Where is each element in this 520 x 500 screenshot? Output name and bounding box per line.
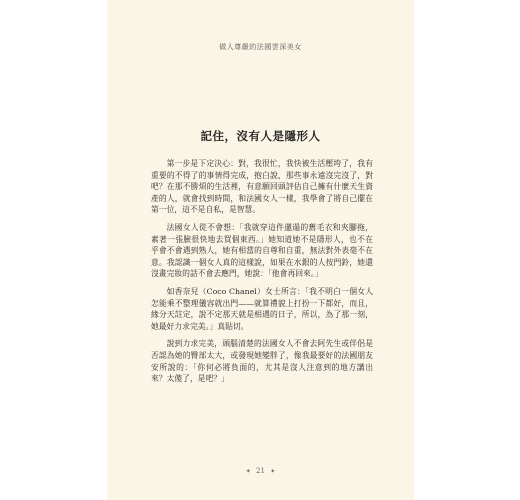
ornament-left-icon: ✦ <box>245 468 251 475</box>
ornament-right-icon: ✦ <box>270 468 276 475</box>
page-number-value: 21 <box>256 467 265 475</box>
paragraph-1: 第一步是下定決心：對，我很忙，我快被生活壓垮了，我有重要的不得了的事情得完成，抱白說，那些事永遠沒完沒了，對吧？在那不勝煩的生活裡，有意願回頭評估自己擁有什麼天生資產的人，就會找到時間，和法國女人一樣，我學會了將自己擺在第一位，這不是自私，是智慧。 <box>151 159 373 215</box>
chapter-title: 記住，沒有人是隱形人 <box>200 129 321 143</box>
paragraph-3: 如香奈兒（Coco Chanel）女士所言：「我不明白一個女人怎能乘不整理儀容就出門——就算禮貌上打扮一下都好，而且，緣分天註定，說不定那天就是相遇的日子，所以，為了那一刻，她最好力求完美。」真貼切。 <box>151 286 373 331</box>
paragraph-4: 說到力求完美，頭腦清楚的法國女人不會去阿先生或伴侶是否認為她的臀部太大，或發現她變胖了，像我最要好的法國朋友安所說的：「你何必將負面的，尤其是沒人注意到的地方講出來？太傻了，是吧？」 <box>151 339 373 384</box>
body-text <box>151 158 373 391</box>
book-page <box>107 0 414 500</box>
page-number <box>107 467 414 475</box>
running-head: 做人尊嚴的法國雲深美女 <box>219 43 302 51</box>
paragraph-2: 法國女人從不會想：「我就穿這件邋遢的舊毛衣和夾腳拖，素著一張臉很快地去買個東西。」她知道她不是隱形人，也不在乎會不會遇到熟人，她有相當的自尊和自重，無法對外表毫不在意。我認識一個女人真的這樣說，如果在水銀的人按門鈴，她還沒畫完妝的話不會去應門，她說：「他會再回來。」 <box>151 222 373 279</box>
